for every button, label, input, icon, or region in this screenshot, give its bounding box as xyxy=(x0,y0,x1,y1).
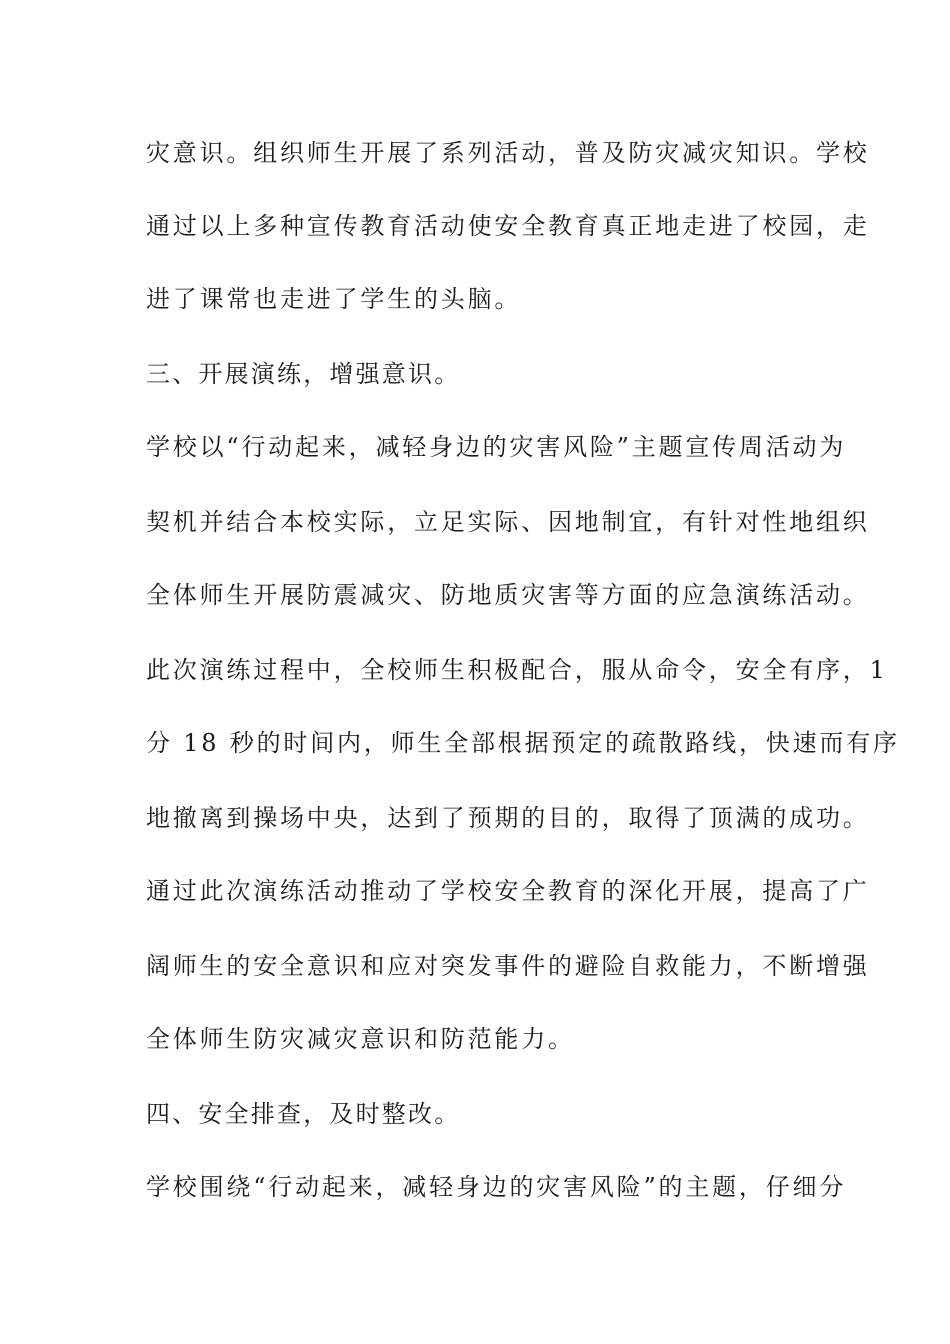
paragraph-line-8: 此次演练过程中，全校师生积极配合，服从命令，安全有序，1 xyxy=(146,656,888,684)
paragraph-line-7: 全体师生开展防震减灾、防地质灾害等方面的应急演练活动。 xyxy=(146,581,870,609)
paragraph-line-13: 全体师生防灾减灾意识和防范能力。 xyxy=(146,1025,575,1053)
paragraph-line-12: 阔师生的安全意识和应对突发事件的避险自救能力，不断增强 xyxy=(146,952,870,980)
paragraph-line-10: 地撤离到操场中央，达到了预期的目的，取得了顶满的成功。 xyxy=(146,804,870,832)
paragraph-line-1: 灾意识。组织师生开展了系列活动，普及防灾减灾知识。学校 xyxy=(146,139,870,167)
paragraph-line-6: 契机并结合本校实际，立足实际、因地制宜，有针对性地组织 xyxy=(146,508,870,536)
paragraph-line-3: 进了课常也走进了学生的头脑。 xyxy=(146,285,522,313)
paragraph-line-15: 学校围绕“行动起来，减轻身边的灾害风险”的主题，仔细分 xyxy=(146,1173,847,1201)
paragraph-line-9: 分 18 秒的时间内，师生全部根据预定的疏散路线，快速而有序 xyxy=(146,729,900,757)
paragraph-line-5: 学校以“行动起来，减轻身边的灾害风险”主题宣传周活动为 xyxy=(146,433,847,461)
paragraph-line-2: 通过以上多种宣传教育活动使安全教育真正地走进了校园，走 xyxy=(146,212,870,240)
section-heading-4: 四、安全排查，及时整改。 xyxy=(146,1100,461,1128)
section-heading-3: 三、开展演练，增强意识。 xyxy=(146,360,461,388)
paragraph-line-11: 通过此次演练活动推动了学校安全教育的深化开展，提高了广 xyxy=(146,877,870,905)
